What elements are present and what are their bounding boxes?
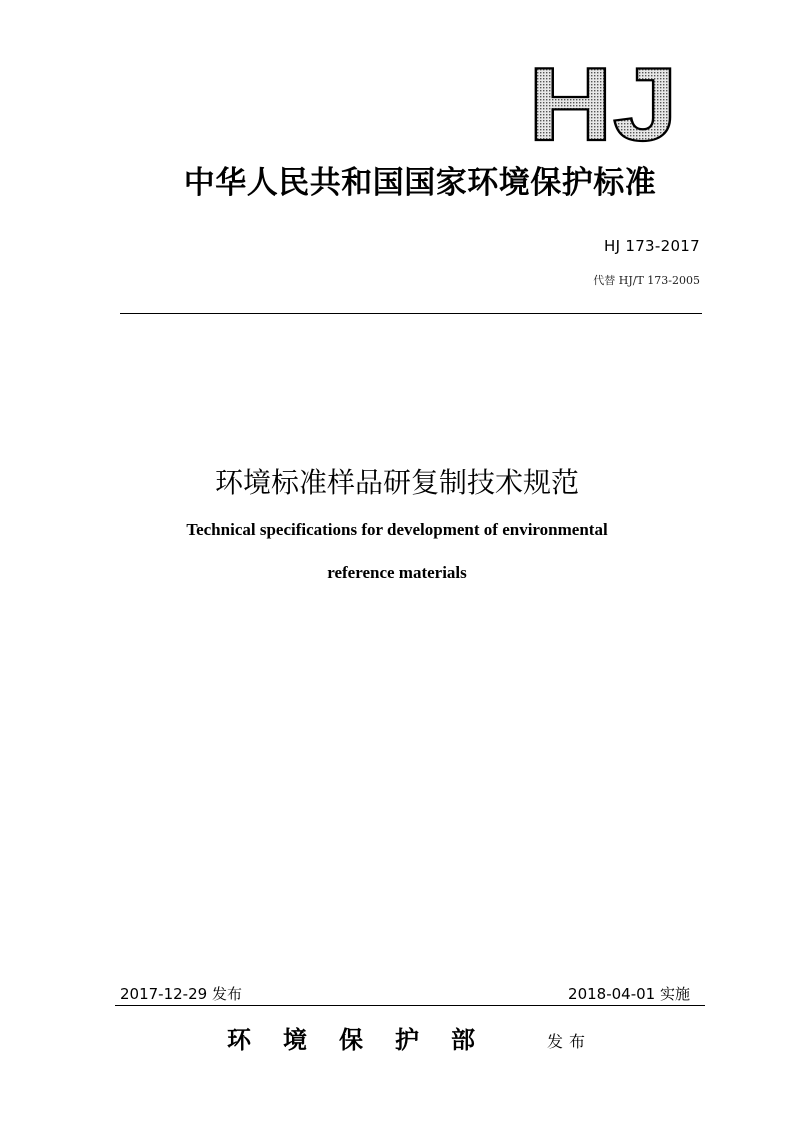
document-title-en-line2: reference materials — [327, 563, 467, 582]
replaces-standard: 代替 HJ/T 173-2005 — [593, 274, 700, 287]
issuer-suffix: 发布 — [547, 1032, 592, 1051]
issuing-authority: 环境保护部 — [227, 1026, 507, 1054]
document-title-cn: 环境标准样品研复制技术规范 — [214, 466, 579, 499]
svg-text:HJ: HJ — [528, 60, 678, 144]
header-divider — [120, 313, 702, 314]
footer-divider — [115, 1005, 705, 1006]
hj-logo — [528, 60, 680, 144]
implementation-date: 2018-04-01 实施 — [568, 985, 690, 1003]
standard-number: HJ 173-2017 — [604, 237, 700, 255]
document-title-en-line1: Technical specifications for development of environmental — [186, 520, 608, 539]
issue-date: 2017-12-29 发布 — [120, 985, 242, 1003]
standard-category-title: 中华人民共和国国家环境保护标准 — [183, 165, 657, 201]
